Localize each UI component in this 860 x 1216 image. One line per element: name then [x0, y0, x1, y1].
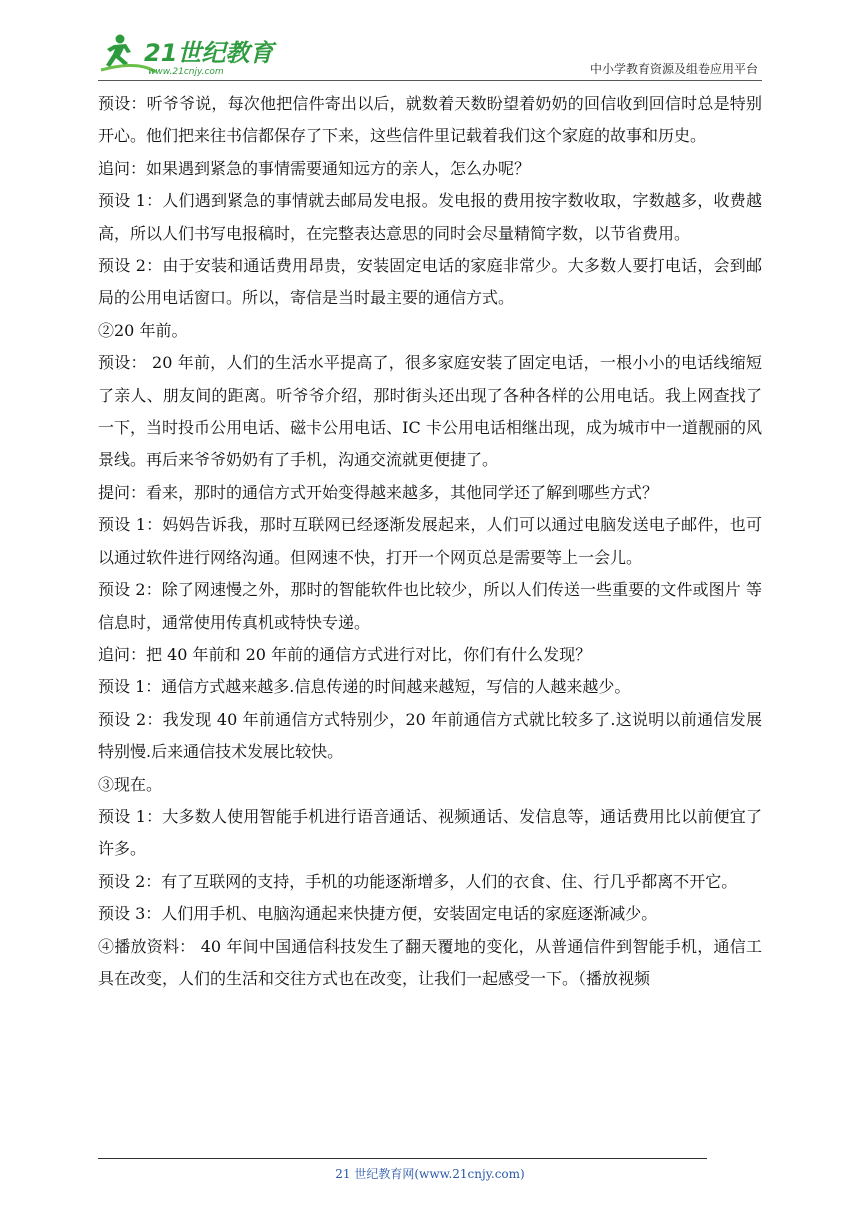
paragraph: 预设： 20 年前，人们的生活水平提高了，很多家庭安装了固定电话，一根小小的电话线缩短了亲人、朋友间的距离。听爷爷介绍，那时街头还出现了各种各样的公用电话。我上网查找了一下，当时投币公用电话、磁卡公用电话、IC 卡公用电话相继出现，成为城市中一道靓丽的风景线。再后来爷爷奶奶有了手机，沟通交流就更便捷了。: [98, 353, 762, 470]
paragraph: 预设 2：我发现 40 年前通信方式特别少，20 年前通信方式就比较多了.这说明以前通信发展特别慢.后来通信技术发展比较快。: [98, 709, 762, 762]
paragraph: ④播放资料： 40 年间中国通信科技发生了翻天覆地的变化，从普通信件到智能手机，通信工具在改变，人们的生活和交往方式也在改变，让我们一起感受一下。（播放视频: [98, 936, 762, 988]
paragraph: 预设 1：人们遇到紧急的事情就去邮局发电报。发电报的费用按字数收取，字数越多，收费越高，所以人们书写电报稿时，在完整表达意思的同时会尽量精简字数，以节省费用。: [98, 191, 762, 243]
paragraph: 预设 2：除了网速慢之外，那时的智能软件也比较少，所以人们传送一些重要的文件或图片 等信息时，通常使用传真机或特快专递。: [98, 580, 762, 632]
logo: [98, 30, 298, 78]
paragraph: ③现在。: [98, 774, 163, 794]
page-header: [98, 30, 762, 82]
paragraph: 预设 1：大多数人使用智能手机进行语音通话、视频通话、发信息等，通话费用比以前便宜了许多。: [98, 806, 762, 859]
footer-divider: [98, 1158, 707, 1159]
paragraph: 预设 2：由于安装和通话费用昂贵，安装固定电话的家庭非常少。大多数人要打电话，会到邮局的公用电话窗口。所以，寄信是当时最主要的通信方式。: [98, 256, 762, 308]
paragraph: 预设 3：人们用手机、电脑沟通起来快捷方便，安装固定电话的家庭逐渐减少。: [98, 904, 658, 924]
logo-graphic: [98, 30, 298, 78]
paragraph: 预设 1：通信方式越来越多.信息传递的时间越来越短，写信的人越来越少。: [98, 677, 631, 697]
paragraph: 预设 1：妈妈告诉我，那时互联网已经逐渐发展起来，人们可以通过电脑发送电子邮件，也可以通过软件进行网络沟通。但网速不快，打开一个网页总是需要等上一会儿。: [98, 515, 762, 567]
logo-url: www.21cnjy.com: [148, 67, 224, 77]
runner-icon: [106, 35, 131, 68]
paragraph: 追问：如果遇到紧急的事情需要通知远方的亲人，怎么办呢？: [98, 158, 531, 178]
paragraph: 预设：听爷爷说，每次他把信件寄出以后，就数着天数盼望着奶奶的回信收到回信时总是特别开心。他们把来往书信都保存了下来，这些信件里记载着我们这个家庭的故事和历史。: [98, 94, 762, 146]
paragraph: ②20 年前。: [98, 320, 188, 340]
document-body: [98, 88, 762, 995]
platform-label: 中小学教育资源及组卷应用平台: [589, 62, 758, 76]
paragraph: 预设 2：有了互联网的支持，手机的功能逐渐增多，人们的衣食、住、行几乎都离不开它。: [98, 871, 738, 891]
paragraph: 提问：看来，那时的通信方式开始变得越来越多，其他同学还了解到哪些方式？: [98, 482, 659, 502]
header-divider: [98, 80, 762, 81]
logo-text: 21世纪教育: [144, 39, 274, 67]
paragraph: 追问：把 40 年前和 20 年前的通信方式进行对比，你们有什么发现？: [98, 644, 592, 664]
page-footer: 21 世纪教育网(www.21cnjy.com): [335, 1167, 525, 1181]
